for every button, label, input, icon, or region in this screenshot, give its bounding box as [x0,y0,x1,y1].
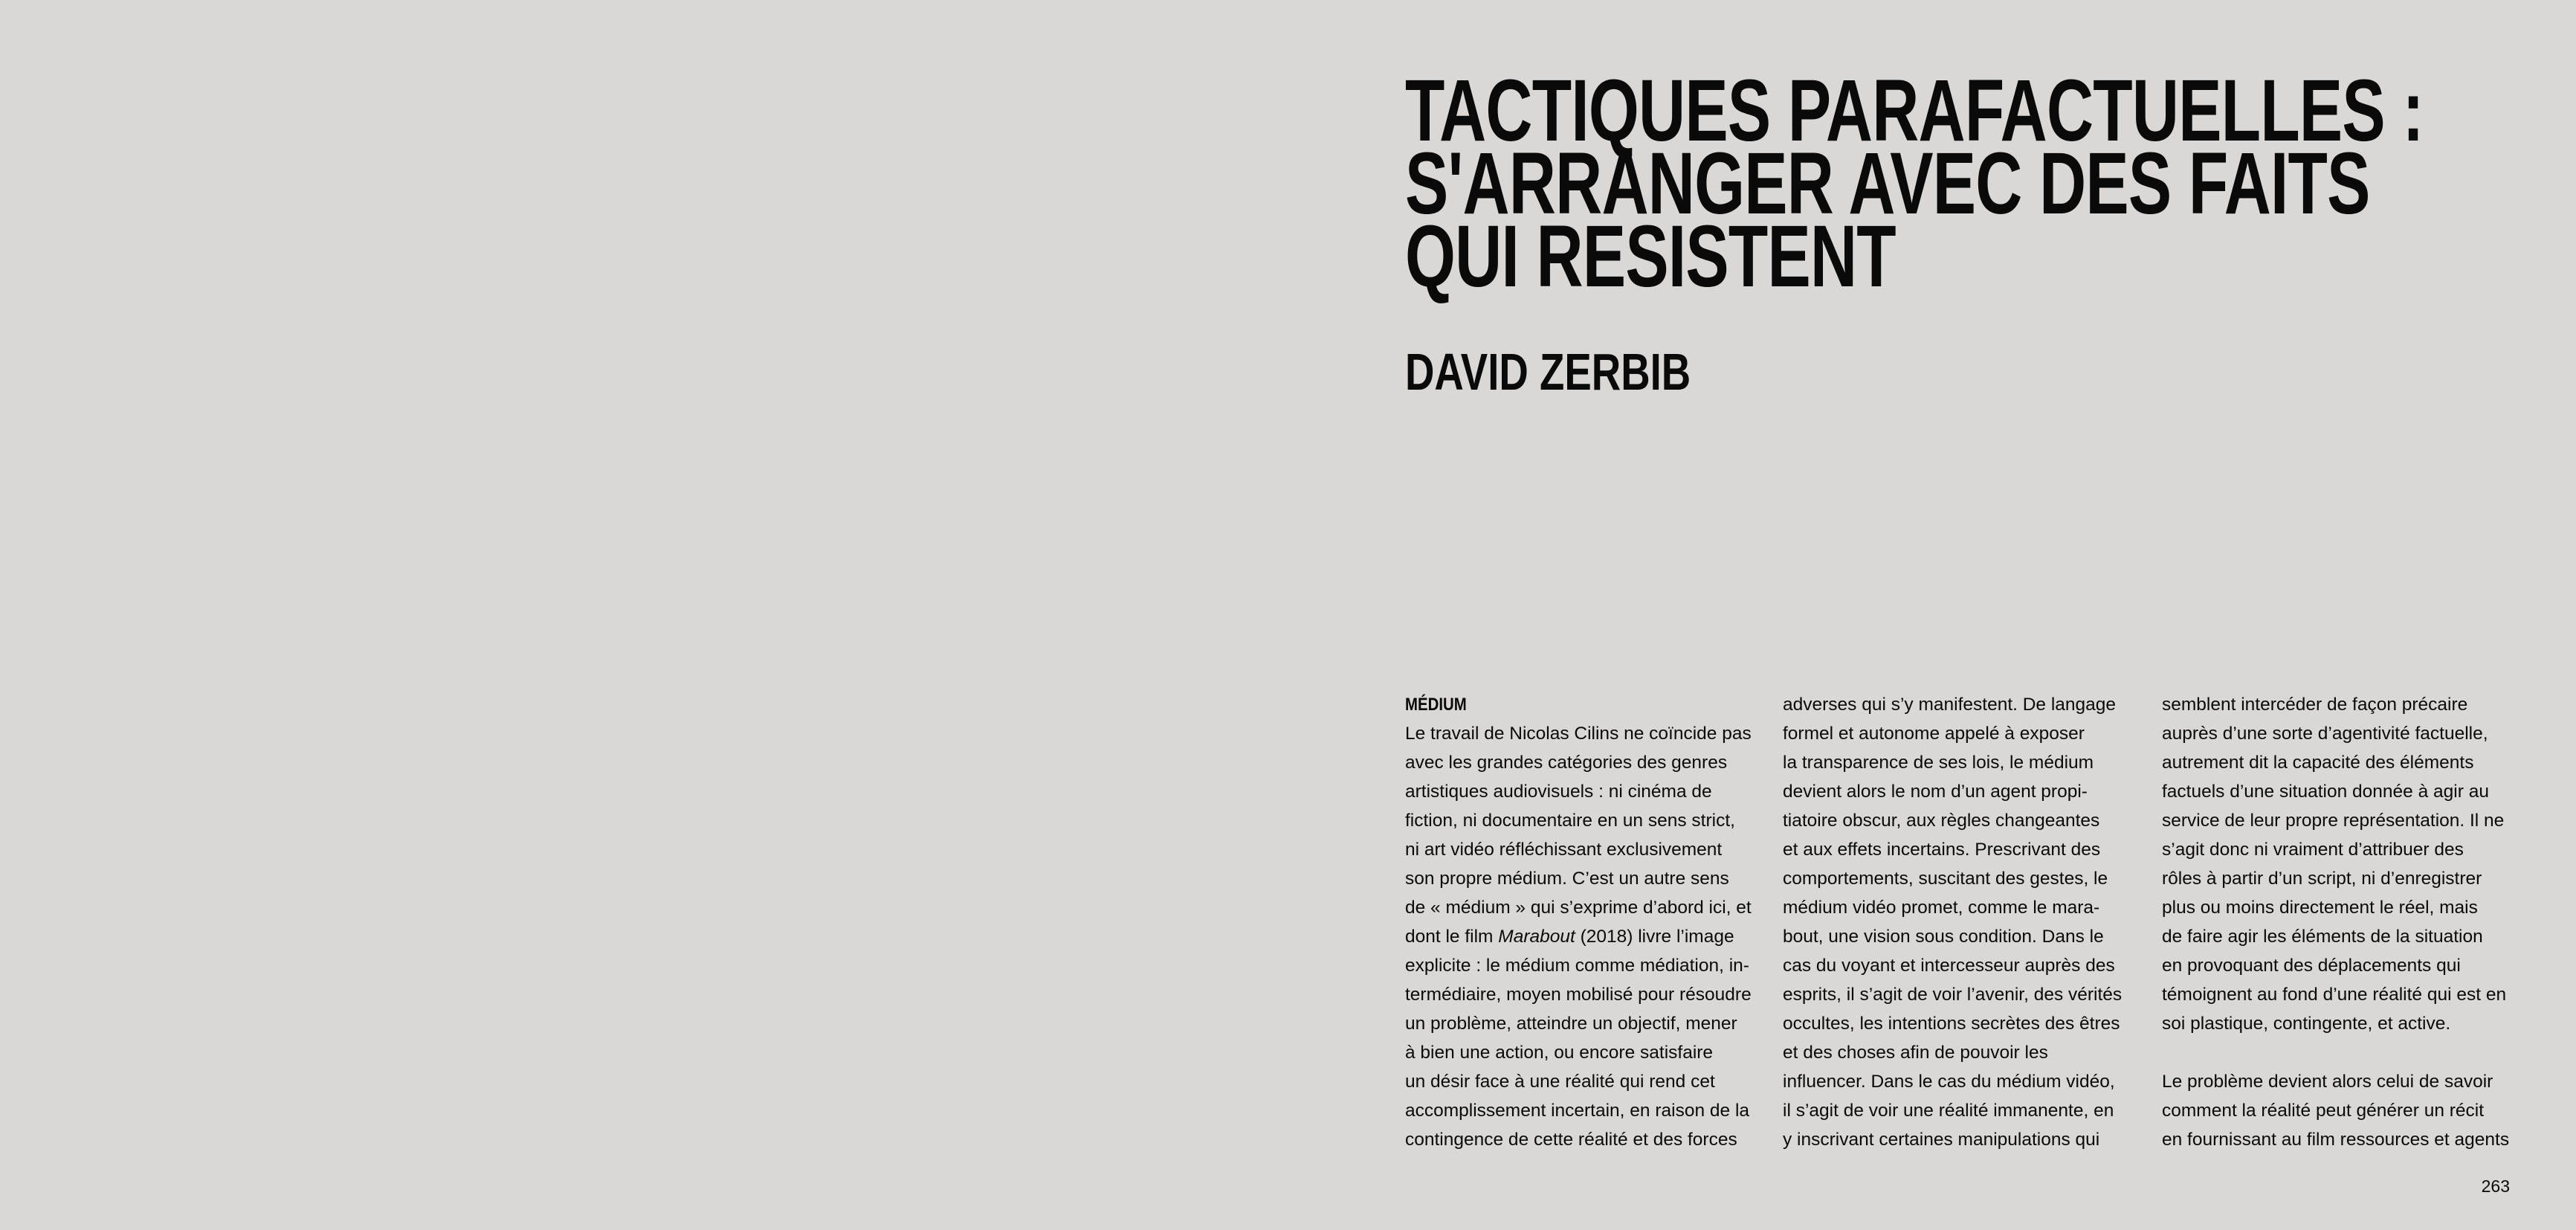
text-line: soi plastique, contingente, et active. [2162,1014,2451,1034]
text-line: fiction, ni documentaire en un sens strict, [1405,811,1735,831]
article-title [1405,62,2424,306]
text-line: plus ou moins directement le réel, mais [2162,898,2478,918]
text-line: en fournissant au film ressources et agents [2162,1130,2510,1150]
text-line: Le travail de Nicolas Cilins ne coïncide pas [1405,724,1752,744]
text-line: occultes, les intentions secrètes des êtres [1783,1014,2120,1034]
text-line: service de leur propre représentation. Il ne [2162,811,2505,831]
text-column-2 [1783,690,2132,1154]
text-line: comment la réalité peut générer un récit [2162,1101,2485,1121]
text-line: bout, une vision sous condition. Dans le [1783,927,2104,947]
text-line: termédiaire, moyen mobilisé pour résoudre [1405,985,1752,1005]
text-line: autrement dit la capacité des éléments [2162,753,2474,773]
text-line: influencer. Dans le cas du médium vidéo, [1783,1072,2115,1092]
text-column-3 [2162,690,2511,1154]
text-line: contingence de cette réalité et des forces [1405,1130,1737,1150]
text-line: de « médium » qui s’exprime d’abord ici, et [1405,898,1752,918]
text-line: auprès d’une sorte d’agentivité factuelle, [2162,724,2488,744]
text-line: factuels d’une situation donnée à agir au [2162,782,2489,802]
title-line-3: QUI RESISTENT [1405,207,1896,306]
text-line: artistiques audiovisuels : ni cinéma de [1405,782,1712,802]
text-line: s’agit donc ni vraiment d’attribuer des [2162,840,2464,860]
text-line: la transparence de ses lois, le médium [1783,753,2094,773]
paragraph-break [2162,1038,2511,1067]
article-author: DAVID ZERBIB [1405,343,1691,401]
text-line: dont le film Marabout (2018) livre l’image [1405,927,1734,947]
text-line: et des choses afin de pouvoir les [1783,1043,2048,1063]
right-page [1288,0,2576,1230]
text-line: avec les grandes catégories des genres [1405,753,1728,773]
page-number: 263 [2481,1176,2510,1196]
text-line: semblent intercéder de façon précaire [2162,695,2468,715]
text-line: médium vidéo promet, comme le mara- [1783,898,2100,918]
text-line: et aux effets incertains. Prescrivant des [1783,840,2101,860]
text-line: témoignent au fond d’une réalité qui est en [2162,985,2507,1005]
text-line: un désir face à une réalité qui rend cet [1405,1072,1715,1092]
text-line: un problème, atteindre un objectif, mener [1405,1014,1737,1034]
text-line: accomplissement incertain, en raison de la [1405,1101,1750,1121]
text-line: de faire agir les éléments de la situation [2162,927,2483,947]
text-line: cas du voyant et intercesseur auprès des [1783,956,2115,976]
text-column-1 [1405,690,1755,1154]
title-line-2: S'ARRANGER AVEC DES FAITS [1405,135,2370,233]
text-line: à bien une action, ou encore satisfaire [1405,1043,1714,1063]
text-line: en provoquant des déplacements qui [2162,956,2461,976]
text-line: explicite : le médium comme médiation, in- [1405,956,1749,976]
text-line: devient alors le nom d’un agent propi- [1783,782,2088,802]
text-line: y inscrivant certaines manipulations qui [1783,1130,2100,1150]
text-line: tiatoire obscur, aux règles changeantes [1783,811,2100,831]
text-line: rôles à partir d’un script, ni d’enregistrer [2162,869,2482,889]
text-line: il s’agit de voir une réalité immanente, en [1783,1101,2114,1121]
text-line: Le problème devient alors celui de savoir [2162,1072,2493,1092]
text-line: adverses qui s’y manifestent. De langage [1783,695,2117,715]
text-line: esprits, il s’agit de voir l’avenir, des vérités [1783,985,2123,1005]
text-line: ni art vidéo réfléchissant exclusivement [1405,840,1723,860]
film-title: Marabout [1498,927,1575,947]
text-line: formel et autonome appelé à exposer [1783,724,2085,744]
title-line-1: TACTIQUES PARAFACTUELLES : [1405,62,2424,160]
section-heading: MÉDIUM [1405,695,1467,715]
text-line: comportements, suscitant des gestes, le [1783,869,2108,889]
text-line: son propre médium. C’est un autre sens [1405,869,1729,889]
